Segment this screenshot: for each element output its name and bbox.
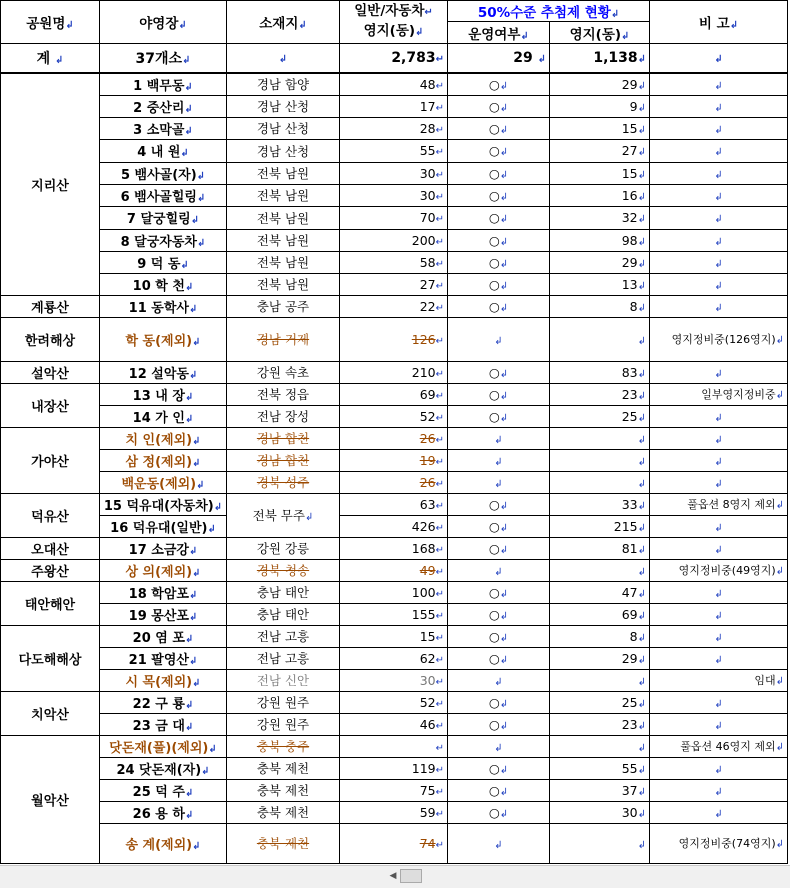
campsite-name: 14 가 인↲ — [100, 405, 227, 427]
table-row — [1, 581, 788, 603]
sites-cell: 200↵ — [340, 229, 448, 251]
campsite-name: 26 용 하↲ — [100, 801, 227, 823]
location-cell: 전북 남원 — [227, 273, 340, 295]
location-cell: 충북 제천 — [227, 757, 340, 779]
note-cell: ↲ — [650, 757, 788, 779]
operation-cell: ○↲ — [448, 405, 550, 427]
operation-cell: ○↲ — [448, 603, 550, 625]
location-cell: 전북 남원 — [227, 184, 340, 206]
campsite-name: 20 염 포↲ — [100, 625, 227, 647]
note-cell: ↲ — [650, 361, 788, 383]
note-cell: ↲ — [650, 625, 788, 647]
table-row — [1, 117, 788, 139]
operation-cell: ○↲ — [448, 801, 550, 823]
campsite-name: 상 의(제외)↲ — [100, 559, 227, 581]
park-name: 내장산 — [1, 383, 100, 427]
res-sites-cell: 16↲ — [550, 184, 650, 206]
note-cell: ↲ — [650, 117, 788, 139]
sites-cell: 168↵ — [340, 537, 448, 559]
total-row — [1, 44, 788, 74]
res-sites-cell: 33↲ — [550, 493, 650, 515]
note-cell: ↲ — [650, 229, 788, 251]
scroll-left-icon[interactable]: ◀ — [389, 871, 397, 881]
res-sites-cell: 37↲ — [550, 779, 650, 801]
park-name: 월악산 — [1, 735, 100, 863]
campsite-name: 15 덕유대(자동차)↲ — [100, 493, 227, 515]
header-reservation-group: 50%수준 추첨제 현황↲ — [448, 1, 650, 22]
operation-cell: ↲ — [448, 427, 550, 449]
location-cell: 전북 남원 — [227, 206, 340, 229]
park-name: 가야산 — [1, 427, 100, 493]
sites-cell: 58↵ — [340, 251, 448, 273]
campsite-name: 2 중산리↲ — [100, 95, 227, 117]
location-cell: 경남 산청 — [227, 95, 340, 117]
sites-cell: 27↵ — [340, 273, 448, 295]
table-row — [1, 229, 788, 251]
campsite-name: 7 달궁힐링↲ — [100, 206, 227, 229]
location-cell: 충남 태안 — [227, 603, 340, 625]
note-cell: ↲ — [650, 405, 788, 427]
operation-cell: ○↲ — [448, 184, 550, 206]
sites-cell: 62↵ — [340, 647, 448, 669]
table-row — [1, 735, 788, 757]
res-sites-cell: 98↲ — [550, 229, 650, 251]
sites-cell: 17↵ — [340, 95, 448, 117]
sites-cell: 49↵ — [340, 559, 448, 581]
operation-cell: ↲ — [448, 735, 550, 757]
note-cell: ↲ — [650, 713, 788, 735]
note-cell: 일부영지정비중↲ — [650, 383, 788, 405]
location-cell: 전북 정읍 — [227, 383, 340, 405]
table-row — [1, 317, 788, 361]
note-cell: ↲ — [650, 515, 788, 537]
res-sites-cell: ↲ — [550, 427, 650, 449]
table-row — [1, 669, 788, 691]
location-cell: 전남 고흥 — [227, 647, 340, 669]
sites-cell: 22↵ — [340, 295, 448, 317]
sites-cell: 28↵ — [340, 117, 448, 139]
location-cell: 전북 남원 — [227, 162, 340, 184]
campsite-name: 학 동(제외)↲ — [100, 317, 227, 361]
res-sites-cell: 15↲ — [550, 162, 650, 184]
table-row — [1, 625, 788, 647]
operation-cell: ○↲ — [448, 537, 550, 559]
sites-cell: 26↵ — [340, 427, 448, 449]
sites-cell: 52↵ — [340, 405, 448, 427]
location-cell: 충북 충주 — [227, 735, 340, 757]
sites-cell: 30↵ — [340, 669, 448, 691]
campsite-name: 12 설악동↲ — [100, 361, 227, 383]
total-location: ↲ — [227, 44, 340, 74]
header-park: 공원명↲ — [1, 1, 100, 44]
sites-cell: 52↵ — [340, 691, 448, 713]
table-row — [1, 95, 788, 117]
note-cell: ↲ — [650, 95, 788, 117]
table-row — [1, 647, 788, 669]
operation-cell: ○↲ — [448, 295, 550, 317]
sites-cell: 30↵ — [340, 162, 448, 184]
sites-cell: 15↵ — [340, 625, 448, 647]
location-cell: 전북 남원 — [227, 229, 340, 251]
operation-cell: ○↲ — [448, 117, 550, 139]
table-row — [1, 823, 788, 863]
table-row — [1, 206, 788, 229]
sites-cell: 63↵ — [340, 493, 448, 515]
location-cell: 경남 합천 — [227, 449, 340, 471]
operation-cell: ○↲ — [448, 206, 550, 229]
park-name: 설악산 — [1, 361, 100, 383]
note-cell: ↲ — [650, 537, 788, 559]
operation-cell: ○↲ — [448, 273, 550, 295]
note-cell: ↲ — [650, 647, 788, 669]
location-cell: 경북 청송 — [227, 559, 340, 581]
park-name: 계룡산 — [1, 295, 100, 317]
note-cell: ↲ — [650, 603, 788, 625]
note-cell: 임대↲ — [650, 669, 788, 691]
operation-cell: ○↲ — [448, 95, 550, 117]
res-sites-cell: 29↲ — [550, 73, 650, 95]
res-sites-cell: ↲ — [550, 735, 650, 757]
location-cell: 경남 합천 — [227, 427, 340, 449]
operation-cell: ○↲ — [448, 383, 550, 405]
table-row — [1, 449, 788, 471]
operation-cell: ○↲ — [448, 515, 550, 537]
table-row — [1, 251, 788, 273]
res-sites-cell: 29↲ — [550, 251, 650, 273]
table-row — [1, 361, 788, 383]
sites-cell: 75↵ — [340, 779, 448, 801]
operation-cell: ○↲ — [448, 691, 550, 713]
location-cell: 강원 원주 — [227, 691, 340, 713]
res-sites-cell: ↲ — [550, 449, 650, 471]
note-cell: ↲ — [650, 206, 788, 229]
header-operation: 운영여부↲ — [448, 22, 550, 44]
note-cell: ↲ — [650, 801, 788, 823]
note-cell: ↲ — [650, 427, 788, 449]
sites-cell: 46↵ — [340, 713, 448, 735]
sites-cell: 100↵ — [340, 581, 448, 603]
note-cell: ↲ — [650, 471, 788, 493]
sites-cell: 210↵ — [340, 361, 448, 383]
operation-cell: ○↲ — [448, 361, 550, 383]
sites-cell: 155↵ — [340, 603, 448, 625]
campsite-name: 10 학 천↲ — [100, 273, 227, 295]
res-sites-cell: 83↲ — [550, 361, 650, 383]
park-name: 태안해안 — [1, 581, 100, 625]
res-sites-cell: ↲ — [550, 669, 650, 691]
location-cell: 충남 태안 — [227, 581, 340, 603]
sites-cell: 426↵ — [340, 515, 448, 537]
operation-cell: ○↲ — [448, 251, 550, 273]
note-cell: ↲ — [650, 779, 788, 801]
sites-cell: 74↵ — [340, 823, 448, 863]
table-row — [1, 184, 788, 206]
res-sites-cell: ↲ — [550, 823, 650, 863]
location-cell: 강원 원주 — [227, 713, 340, 735]
campsite-name: 3 소막골↲ — [100, 117, 227, 139]
scroll-thumb[interactable] — [400, 869, 422, 883]
campsite-name: 삼 정(제외)↲ — [100, 449, 227, 471]
total-res-sites: 1,138↲ — [550, 44, 650, 74]
campsite-name: 9 덕 동↲ — [100, 251, 227, 273]
res-sites-cell: 15↲ — [550, 117, 650, 139]
header-general-sites: 일반/자동차↵ 영지(동)↲ — [340, 1, 448, 44]
sites-cell: 126↵ — [340, 317, 448, 361]
park-name: 덕유산 — [1, 493, 100, 537]
note-cell: ↲ — [650, 295, 788, 317]
table-row — [1, 603, 788, 625]
location-cell: 충북 제천 — [227, 779, 340, 801]
table-row — [1, 757, 788, 779]
note-cell: ↲ — [650, 139, 788, 162]
operation-cell: ○↲ — [448, 162, 550, 184]
park-name: 오대산 — [1, 537, 100, 559]
campsite-name: 8 달궁자동차↲ — [100, 229, 227, 251]
res-sites-cell: 27↲ — [550, 139, 650, 162]
campsite-name: 16 덕유대(일반)↲ — [100, 515, 227, 537]
header-campsite: 야영장↲ — [100, 1, 227, 44]
res-sites-cell: 25↲ — [550, 405, 650, 427]
operation-cell: ○↲ — [448, 581, 550, 603]
campsite-name: 19 몽산포↲ — [100, 603, 227, 625]
sites-cell: 55↵ — [340, 139, 448, 162]
location-cell: 경북 성주 — [227, 471, 340, 493]
campsite-name: 24 닷돈재(자)↲ — [100, 757, 227, 779]
operation-cell: ○↲ — [448, 139, 550, 162]
location-cell: 경남 산청 — [227, 139, 340, 162]
campsite-name: 13 내 장↲ — [100, 383, 227, 405]
location-cell: 경남 함양 — [227, 73, 340, 95]
campsite-name: 치 인(제외)↲ — [100, 427, 227, 449]
horizontal-scrollbar[interactable] — [0, 865, 790, 888]
location-cell: 경남 거제 — [227, 317, 340, 361]
res-sites-cell: 215↲ — [550, 515, 650, 537]
table-row — [1, 139, 788, 162]
note-cell: ↲ — [650, 73, 788, 95]
sites-cell: 119↵ — [340, 757, 448, 779]
operation-cell: ○↲ — [448, 73, 550, 95]
res-sites-cell: 30↲ — [550, 801, 650, 823]
operation-cell: ○↲ — [448, 713, 550, 735]
table-row — [1, 713, 788, 735]
header-location: 소재지↲ — [227, 1, 340, 44]
sites-cell: 59↵ — [340, 801, 448, 823]
location-cell: 경남 산청 — [227, 117, 340, 139]
park-name: 지리산 — [1, 73, 100, 295]
sites-cell: 30↵ — [340, 184, 448, 206]
campsite-name: 백운동(제외)↲ — [100, 471, 227, 493]
operation-cell: ↲ — [448, 317, 550, 361]
note-cell: ↲ — [650, 691, 788, 713]
table-row — [1, 383, 788, 405]
location-cell: 전남 장성 — [227, 405, 340, 427]
total-campsite: 37개소↲ — [100, 44, 227, 74]
note-cell: ↲ — [650, 449, 788, 471]
sites-cell: 19↵ — [340, 449, 448, 471]
sites-cell: 69↵ — [340, 383, 448, 405]
location-cell: 강원 속초 — [227, 361, 340, 383]
table-row — [1, 537, 788, 559]
campsite-name: 5 뱀사골(자)↲ — [100, 162, 227, 184]
note-cell: ↲ — [650, 581, 788, 603]
total-operation: 29 ↲ — [448, 44, 550, 74]
location-cell: 충북 제천 — [227, 801, 340, 823]
campsite-name: 22 구 룡↲ — [100, 691, 227, 713]
total-sites: 2,783↵ — [340, 44, 448, 74]
table-row — [1, 691, 788, 713]
header-note: 비 고↲ — [650, 1, 788, 44]
location-cell: 강원 강릉 — [227, 537, 340, 559]
location-cell: 전북 남원 — [227, 251, 340, 273]
note-cell: 풀옵션 8영지 제외↲ — [650, 493, 788, 515]
note-cell: 영지정비중(126영지)↲ — [650, 317, 788, 361]
res-sites-cell: 13↲ — [550, 273, 650, 295]
campsite-name: 4 내 원↲ — [100, 139, 227, 162]
campsite-name: 17 소금강↲ — [100, 537, 227, 559]
campsite-name: 시 목(제외)↲ — [100, 669, 227, 691]
park-name: 주왕산 — [1, 559, 100, 581]
res-sites-cell: ↲ — [550, 471, 650, 493]
location-cell: 충북 제천 — [227, 823, 340, 863]
res-sites-cell: 25↲ — [550, 691, 650, 713]
park-name: 다도해해상 — [1, 625, 100, 691]
sites-cell: 26↵ — [340, 471, 448, 493]
table-row — [1, 779, 788, 801]
table-row — [1, 471, 788, 493]
res-sites-cell: 81↲ — [550, 537, 650, 559]
operation-cell: ○↲ — [448, 757, 550, 779]
operation-cell: ○↲ — [448, 647, 550, 669]
res-sites-cell: 9↲ — [550, 95, 650, 117]
total-note: ↲ — [650, 44, 788, 74]
res-sites-cell: ↲ — [550, 559, 650, 581]
operation-cell: ↲ — [448, 471, 550, 493]
campsite-name: 11 동학사↲ — [100, 295, 227, 317]
res-sites-cell: 29↲ — [550, 647, 650, 669]
campsite-name: 닷돈재(풀)(제외)↲ — [100, 735, 227, 757]
table-row — [1, 515, 788, 537]
note-cell: ↲ — [650, 273, 788, 295]
table-row — [1, 295, 788, 317]
res-sites-cell: 8↲ — [550, 295, 650, 317]
res-sites-cell: 69↲ — [550, 603, 650, 625]
campsite-name: 1 백무동↲ — [100, 73, 227, 95]
note-cell: 영지정비중(49영지)↲ — [650, 559, 788, 581]
operation-cell: ○↲ — [448, 779, 550, 801]
total-park: 계 ↲ — [1, 44, 100, 74]
res-sites-cell: 32↲ — [550, 206, 650, 229]
note-cell: ↲ — [650, 184, 788, 206]
res-sites-cell: 55↲ — [550, 757, 650, 779]
table-row — [1, 559, 788, 581]
operation-cell: ○↲ — [448, 493, 550, 515]
table-row — [1, 273, 788, 295]
res-sites-cell: 8↲ — [550, 625, 650, 647]
note-cell: 풀옵션 46영지 제외↲ — [650, 735, 788, 757]
campsite-name: 23 금 대↲ — [100, 713, 227, 735]
table-row — [1, 427, 788, 449]
table-row — [1, 801, 788, 823]
sites-cell: 48↵ — [340, 73, 448, 95]
res-sites-cell: 23↲ — [550, 383, 650, 405]
park-name: 한려해상 — [1, 317, 100, 361]
sites-cell: 70↵ — [340, 206, 448, 229]
operation-cell: ↲ — [448, 823, 550, 863]
campsite-name: 25 덕 주↲ — [100, 779, 227, 801]
operation-cell: ↲ — [448, 669, 550, 691]
campsite-name: 18 학암포↲ — [100, 581, 227, 603]
res-sites-cell: 23↲ — [550, 713, 650, 735]
location-cell: 전남 고흥 — [227, 625, 340, 647]
location-cell: 전남 신안 — [227, 669, 340, 691]
location-cell: 충남 공주 — [227, 295, 340, 317]
sites-cell: ↵ — [340, 735, 448, 757]
note-cell: 영지정비중(74영지)↲ — [650, 823, 788, 863]
note-cell: ↲ — [650, 251, 788, 273]
table-row — [1, 73, 788, 95]
table-row — [1, 162, 788, 184]
res-sites-cell: ↲ — [550, 317, 650, 361]
table-row — [1, 493, 788, 515]
res-sites-cell: 47↲ — [550, 581, 650, 603]
operation-cell: ○↲ — [448, 625, 550, 647]
campsite-name: 송 계(제외)↲ — [100, 823, 227, 863]
park-name: 치악산 — [1, 691, 100, 735]
campsite-name: 6 뱀사골힐링↲ — [100, 184, 227, 206]
operation-cell: ↲ — [448, 449, 550, 471]
campsite-name: 21 팔영산↲ — [100, 647, 227, 669]
operation-cell: ↲ — [448, 559, 550, 581]
operation-cell: ○↲ — [448, 229, 550, 251]
table-row — [1, 405, 788, 427]
note-cell: ↲ — [650, 162, 788, 184]
location-cell: 전북 무주↲ — [227, 493, 340, 537]
header-res-sites: 영지(동)↲ — [550, 22, 650, 44]
